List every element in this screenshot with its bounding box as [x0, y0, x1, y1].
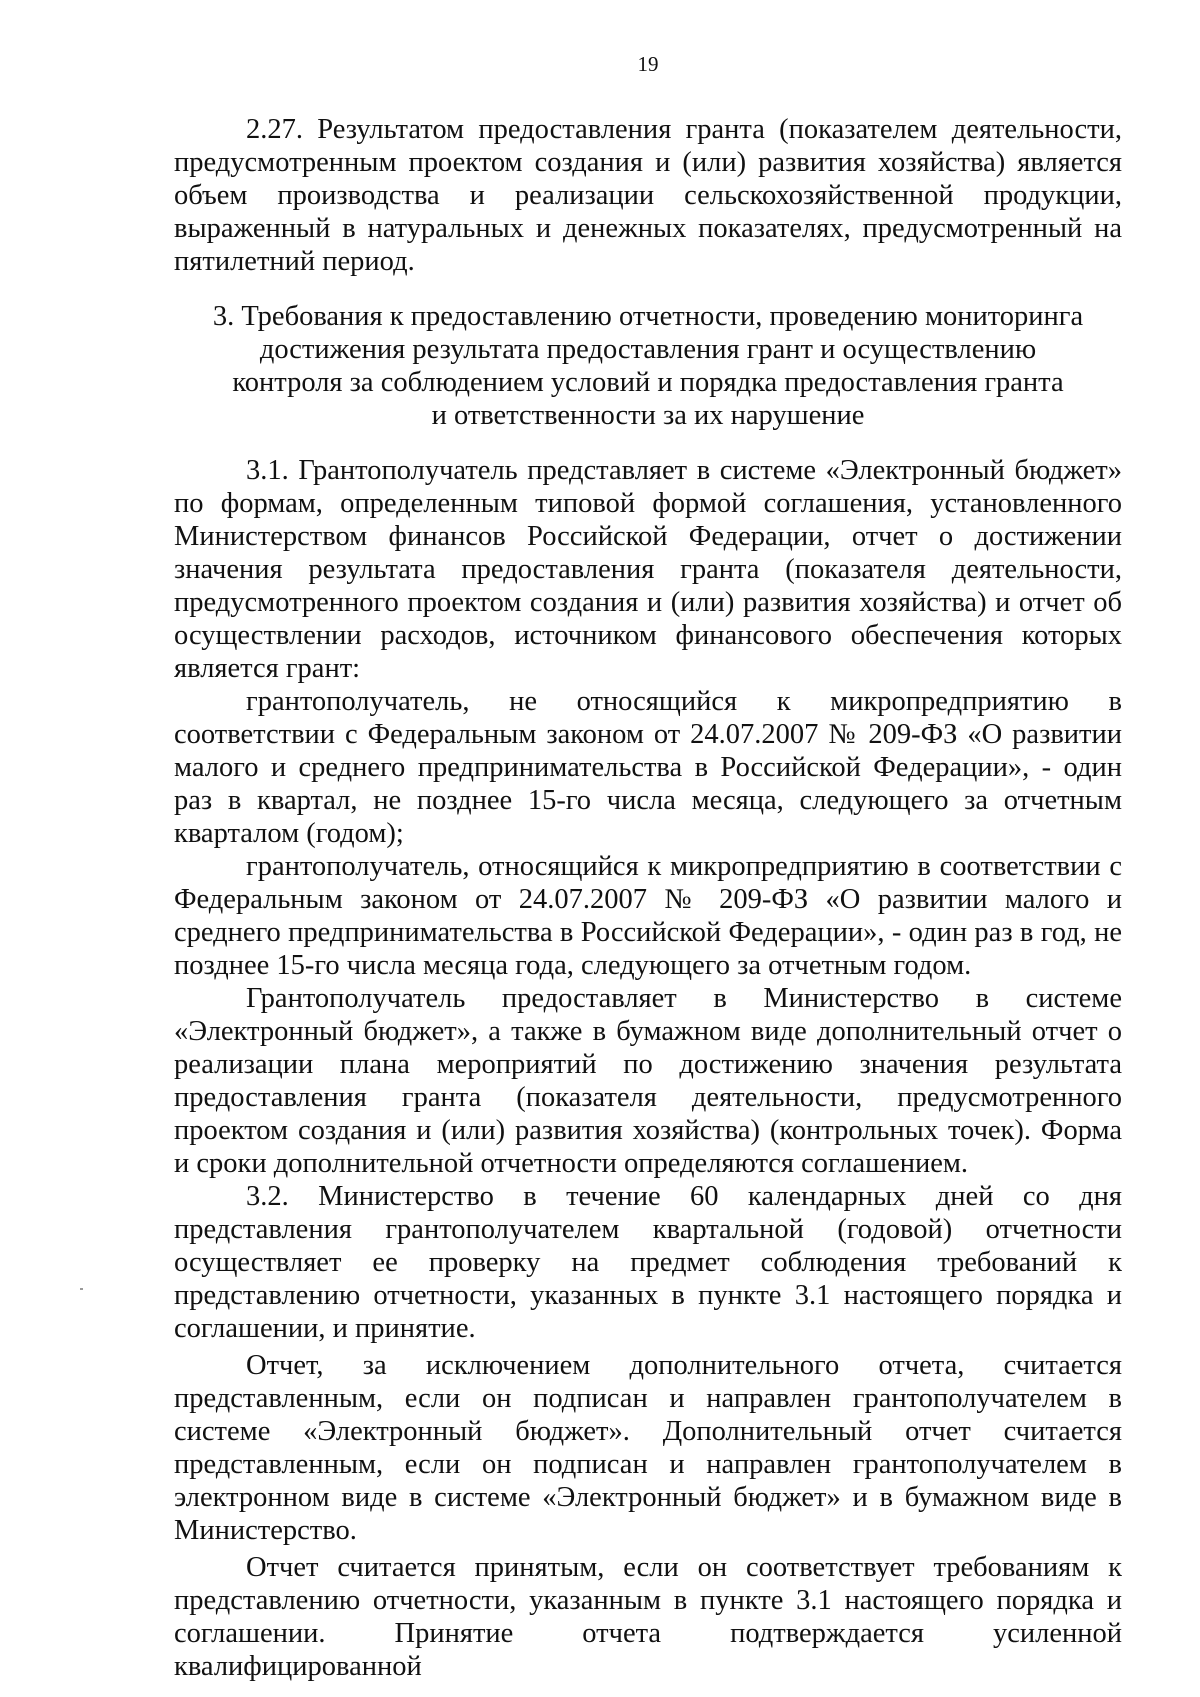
heading-line: контроля за соблюдением условий и порядка предоставления гранта: [232, 367, 1064, 398]
paragraph-3-2: 3.2. Министерство в течение 60 календарных дней со дня представления грантополучателем квартальной (годовой) отчетности осуществляет ее проверку на предмет соблюдения требований к представлению отчетности, указанных в пункте 3.1 настоящего порядка и соглашении, и принятие.: [174, 1181, 1122, 1344]
paragraph-non-micro-enterprise: грантополучатель, не относящийся к микропредприятию в соответствии с Федеральным законом от 24.07.2007 № 209-ФЗ «О развитии малого и среднего предпринимательства в Российской Федерации», - один раз в квартал, не позднее 15-го числа месяца, следующего за отчетным кварталом (годом);: [174, 686, 1122, 849]
heading-line: 3. Требования к предоставлению отчетности, проведению мониторинга: [212, 301, 1084, 332]
document-body: [174, 113, 1122, 1683]
scan-speck: [80, 1288, 83, 1290]
paragraph-report-accepted: Отчет считается принятым, если он соответствует требованиям к представлению отчетности, указанным в пункте 3.1 настоящего порядка и соглашении. Принятие отчета подтверждается усиленной квалифицированной: [174, 1552, 1122, 1682]
section-3-heading: [174, 300, 1122, 432]
page-number: 19: [637, 52, 659, 76]
heading-line: достижения результата предоставления грант и осуществлению: [259, 334, 1037, 365]
paragraph-3-1: 3.1. Грантополучатель представляет в системе «Электронный бюджет» по формам, определенным типовой формой соглашения, установленного Министерством финансов Российской Федерации, отчет о достижении значения результата предоставления гранта (показателя деятельности, предусмотренного проектом создания и (или) развития хозяйства) и отчет об осуществлении расходов, источником финансового обеспечения которых является грант:: [174, 455, 1122, 684]
paragraph-additional-report: Грантополучатель предоставляет в Министерство в системе «Электронный бюджет», а также в бумажном виде дополнительный отчет о реализации плана мероприятий по достижению значения результата предоставления гранта (показателя деятельности, предусмотренного проектом создания и (или) развития хозяйства) (контрольных точек). Форма и сроки дополнительной отчетности определяются соглашением.: [174, 983, 1122, 1179]
paragraph-micro-enterprise: грантополучатель, относящийся к микропредприятию в соответствии с Федеральным законом от 24.07.2007 № 209-ФЗ «О развитии малого и среднего предпринимательства в Российской Федерации», - один раз в год, не позднее 15-го числа месяца года, следующего за отчетным годом.: [174, 851, 1122, 981]
heading-line: и ответственности за их нарушение: [431, 400, 865, 431]
paragraph-2-27: 2.27. Результатом предоставления гранта (показателем деятельности, предусмотренным проектом создания и (или) развития хозяйства) является объем производства и реализации сельскохозяйственной продукции, выраженный в натуральных и денежных показателях, предусмотренный на пятилетний период.: [174, 114, 1122, 277]
paragraph-report-submitted: Отчет, за исключением дополнительного отчета, считается представленным, если он подписан и направлен грантополучателем в системе «Электронный бюджет». Дополнительный отчет считается представленным, если он подписан и направлен грантополучателем в электронном виде в системе «Электронный бюджет» и в бумажном виде в Министерство.: [174, 1350, 1122, 1546]
